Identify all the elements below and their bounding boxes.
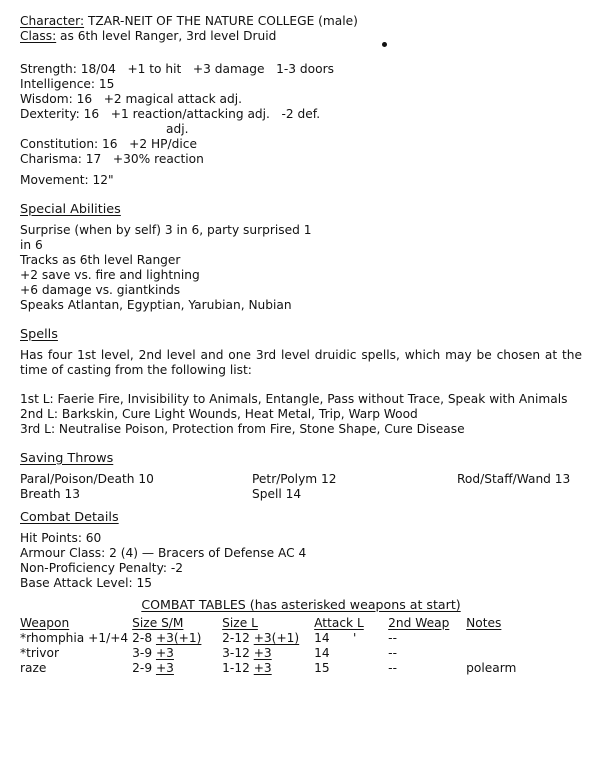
weapon-name: raze <box>20 661 47 675</box>
tick-mark: ' <box>352 631 357 645</box>
sm-bonus: +3(+1) <box>155 631 202 645</box>
base-attack-level: Base Attack Level: 15 <box>20 576 152 590</box>
attack-cell <box>310 661 384 676</box>
save-rod: Rod/Staff/Wand 13 <box>457 472 571 486</box>
l-damage: 1-12 <box>222 661 250 675</box>
sm-bonus: +3 <box>155 661 174 675</box>
movement: Movement: 12" <box>20 173 114 187</box>
weapon-name: *trivor <box>20 646 59 660</box>
saving-throws-block <box>20 472 582 502</box>
special-line: in 6 <box>20 238 43 252</box>
l-bonus: +3(+1) <box>253 631 300 645</box>
save-paral: Paral/Poison/Death 10 <box>20 472 154 486</box>
table-row <box>16 661 526 676</box>
hit-points: Hit Points: 60 <box>20 531 102 545</box>
size-sm-cell <box>128 631 218 646</box>
second-weap: -- <box>388 646 397 660</box>
col-2nd-weap: 2nd Weap <box>388 616 450 630</box>
size-l-cell <box>218 631 310 646</box>
sm-bonus: +3 <box>155 646 174 660</box>
stat-constitution: Constitution: 16 +2 HP/dice <box>20 137 197 151</box>
stat-wisdom: Wisdom: 16 +2 magical attack adj. <box>20 92 243 106</box>
save-petr: Petr/Polym 12 <box>252 472 337 486</box>
attack-value: 15 <box>314 661 330 675</box>
notes <box>462 646 526 661</box>
special-line: +2 save vs. fire and lightning <box>20 268 200 282</box>
second-weap: -- <box>388 661 397 675</box>
stat-intelligence: Intelligence: 15 <box>20 77 115 91</box>
col-size-sm: Size S/M <box>132 616 184 630</box>
special-abilities-heading: Special Abilities <box>20 202 121 217</box>
combat-details-heading: Combat Details <box>20 510 119 525</box>
attack-value: 14 <box>314 646 330 660</box>
l-damage: 3-12 <box>222 646 250 660</box>
l-damage: 2-12 <box>222 631 250 645</box>
character-line <box>20 14 582 29</box>
col-weapon: Weapon <box>20 616 70 630</box>
special-line: Tracks as 6th level Ranger <box>20 253 181 267</box>
armour-class: Armour Class: 2 (4) — Bracers of Defense AC 4 <box>20 546 307 560</box>
l-bonus: +3 <box>253 661 272 675</box>
stat-dexterity: Dexterity: 16 +1 reaction/attacking adj. -2 def. <box>20 107 321 121</box>
spells-heading: Spells <box>20 327 58 342</box>
col-notes: Notes <box>466 616 502 630</box>
l-bonus: +3 <box>253 646 272 660</box>
attack-cell <box>310 631 384 646</box>
character-value: TZAR-NEIT OF THE NATURE COLLEGE (male) <box>87 14 358 28</box>
size-l-cell <box>218 661 310 676</box>
non-proficiency-penalty: Non-Proficiency Penalty: -2 <box>20 561 184 575</box>
special-line: Surprise (when by self) 3 in 6, party surprised 1 <box>20 223 312 237</box>
stat-charisma: Charisma: 17 +30% reaction <box>20 152 204 166</box>
sm-damage: 3-9 <box>132 646 153 660</box>
col-size-l: Size L <box>222 616 258 630</box>
spells-third-level: 3rd L: Neutralise Poison, Protection from Fire, Stone Shape, Cure Disease <box>20 422 465 436</box>
attack-cell <box>310 646 384 661</box>
spells-second-level: 2nd L: Barkskin, Cure Light Wounds, Heat Metal, Trip, Warp Wood <box>20 407 418 421</box>
class-value: as 6th level Ranger, 3rd level Druid <box>60 29 277 43</box>
sm-damage: 2-9 <box>132 661 153 675</box>
second-weap: -- <box>388 631 397 645</box>
special-line: +6 damage vs. giantkinds <box>20 283 181 297</box>
special-line: Speaks Atlantan, Egyptian, Yarubian, Nubian <box>20 298 292 312</box>
size-sm-cell <box>128 646 218 661</box>
save-spell: Spell 14 <box>252 487 302 501</box>
table-row <box>16 646 526 661</box>
spells-first-level: 1st L: Faerie Fire, Invisibility to Animals, Entangle, Pass without Trace, Speak with Animals <box>20 392 568 406</box>
character-label: Character: <box>20 14 85 28</box>
notes: polearm <box>466 661 517 675</box>
stat-dexterity-cont: adj. <box>166 122 189 136</box>
attack-value: 14 <box>314 631 330 645</box>
sm-damage: 2-8 <box>132 631 153 645</box>
class-line <box>20 29 582 44</box>
combat-table-header <box>16 616 526 631</box>
combat-table <box>16 616 526 676</box>
stat-strength: Strength: 18/04 +1 to hit +3 damage 1-3 doors <box>20 62 334 76</box>
character-sheet <box>20 14 582 676</box>
class-label: Class: <box>20 29 57 43</box>
col-attack-l: Attack L <box>314 616 364 630</box>
table-row <box>16 631 526 646</box>
size-l-cell <box>218 646 310 661</box>
weapon-name: *rhomphia +1/+4 <box>20 631 129 645</box>
save-breath: Breath 13 <box>20 487 80 501</box>
spells-intro: Has four 1st level, 2nd level and one 3rd level druidic spells, which may be chosen at the time of casting from the following list: <box>20 348 582 377</box>
size-sm-cell <box>128 661 218 676</box>
combat-tables-title: COMBAT TABLES (has asterisked weapons at start) <box>141 597 461 612</box>
notes <box>462 631 526 646</box>
saving-throws-heading: Saving Throws <box>20 451 114 466</box>
